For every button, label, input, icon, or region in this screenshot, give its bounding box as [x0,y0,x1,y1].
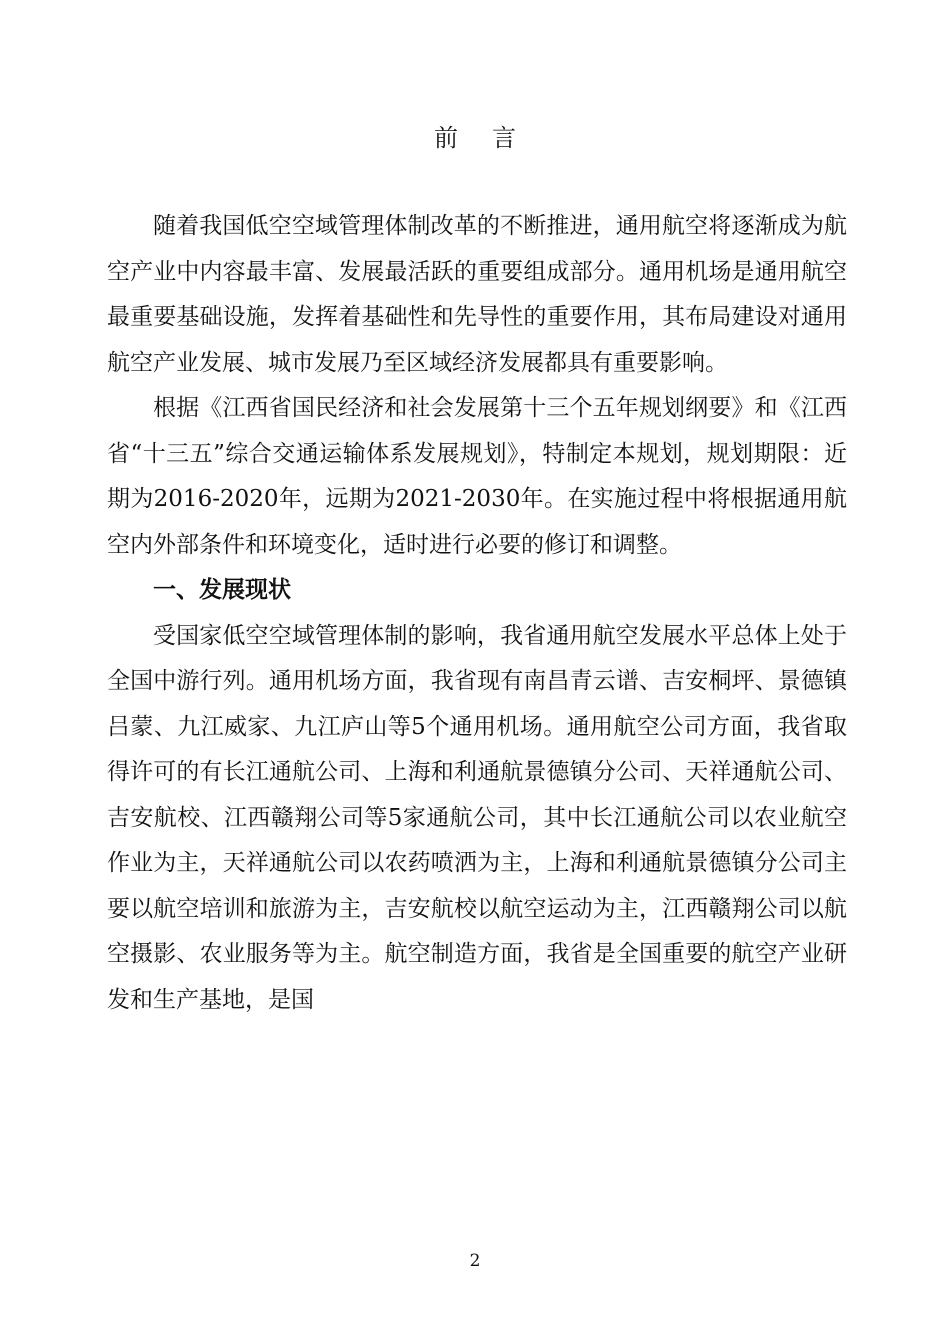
section-paragraph: 受国家低空空域管理体制的影响，我省通用航空发展水平总体上处于全国中游行列。通用机场方面，我省现有南昌青云谱、吉安桐坪、景德镇吕蒙、九江威家、九江庐山等5个通用机场。通用航空公司方面，我省取得许可的有长江通航公司、上海和利通航景德镇分公司、天祥通航公司、吉安航校、江西赣翔公司等5家通航公司，其中长江通航公司以农业航空作业为主，天祥通航公司以农药喷洒为主，上海和利通航景德镇分公司主要以航空培训和旅游为主，吉安航校以航空运动为主，江西赣翔公司以航空摄影、农业服务等为主。航空制造方面，我省是全国重要的航空产业研发和生产基地，是国 [107,622,847,1013]
preface-paragraph-1: 随着我国低空空域管理体制改革的不断推进，通用航空将逐渐成为航空产业中内容最丰富、发展最活跃的重要组成部分。通用机场是通用航空最重要基础设施，发挥着基础性和先导性的重要作用，其布局建设对通用航空产业发展、城市发展乃至区域经济发展都具有重要影响。 [107,213,847,376]
section-heading: 一、发展现状 [153,577,291,603]
page-title: 前言 [434,124,550,152]
page-number: 2 [469,1251,481,1271]
preface-paragraph-2: 根据《江西省国民经济和社会发展第十三个五年规划纲要》和《江西省“十三五”综合交通运输体系发展规划》，特制定本规划，规划期限：近期为2016-2020年，远期为2021-2030年。在实施过程中将根据通用航空内外部条件和环境变化，适时进行必要的修订和调整。 [107,395,847,558]
document-body [107,204,847,1023]
